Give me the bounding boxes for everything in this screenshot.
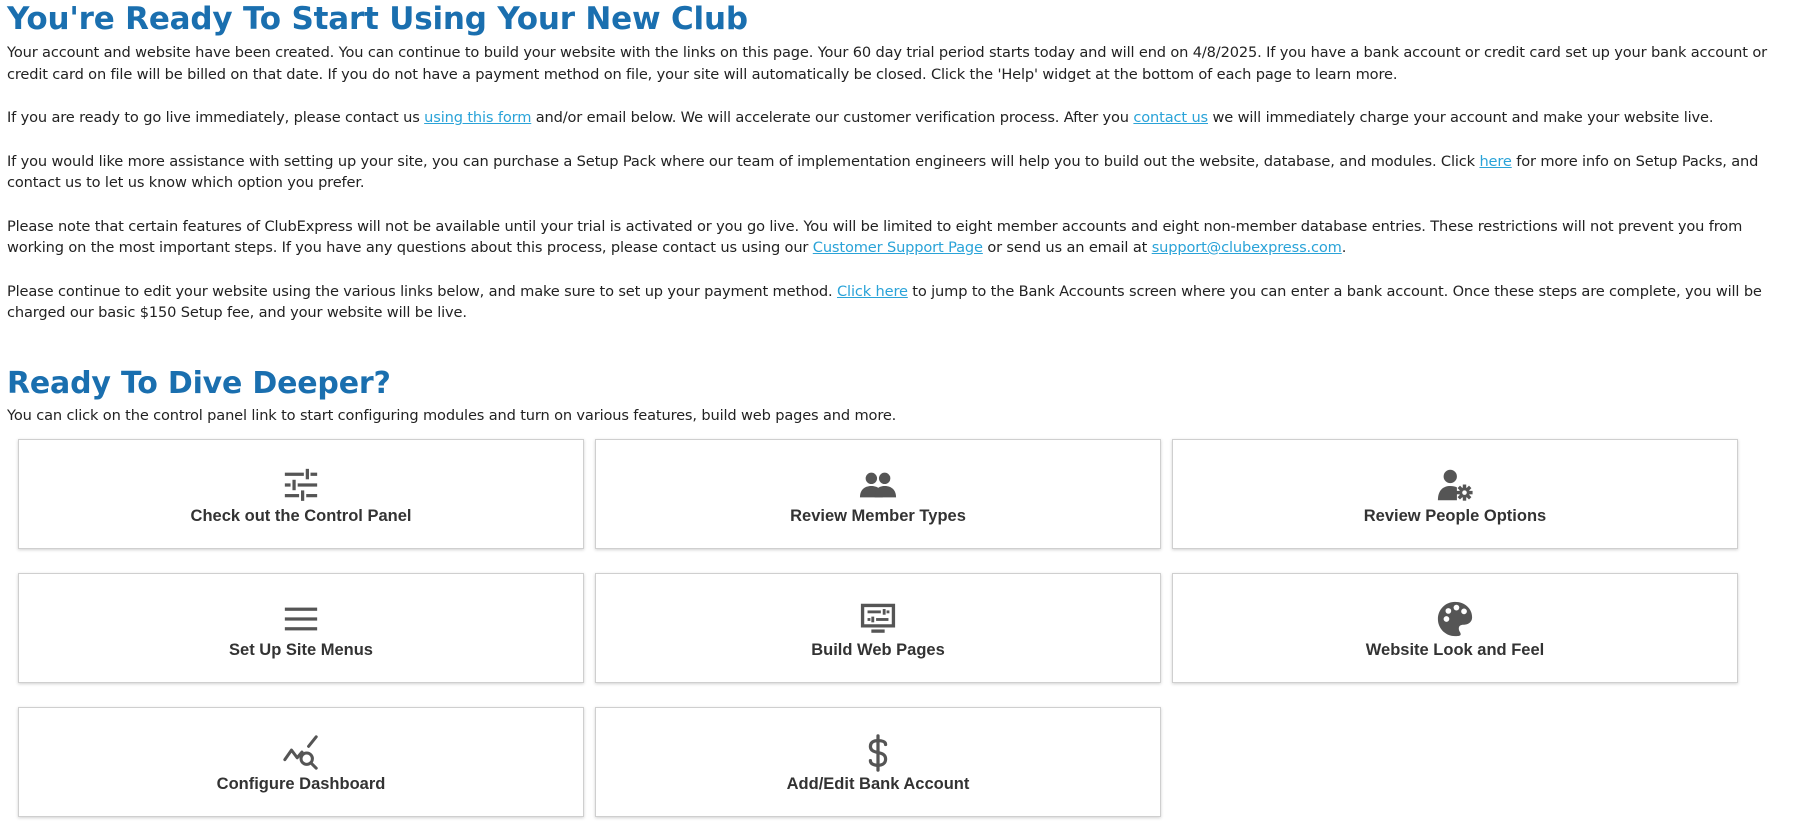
- customer-support-link[interactable]: Customer Support Page: [812, 239, 983, 256]
- contact-us-link[interactable]: contact us: [1133, 109, 1208, 126]
- card-label: Check out the Control Panel: [190, 507, 412, 525]
- web-pages-card[interactable]: [595, 573, 1161, 683]
- section-title: Ready To Dive Deeper?: [7, 365, 391, 401]
- payment-method-paragraph: Please continue to edit your website using the various links below, and make sure to set up your payment method. Click here to jump to the Bank Accounts screen where you can enter a bank account. Once these steps are complete, you will be charged our basic $150 Setup fee, and your website will be live.: [7, 282, 1762, 321]
- quick-links-grid: [18, 439, 1791, 817]
- bank-accounts-link[interactable]: Click here: [837, 282, 908, 300]
- menu-icon: [282, 600, 320, 638]
- card-label: Add/Edit Bank Account: [786, 775, 970, 793]
- site-menus-card[interactable]: [18, 573, 584, 683]
- palette-icon: [1436, 600, 1474, 638]
- page-title: You're Ready To Start Using Your New Club: [7, 1, 748, 37]
- users-icon: [859, 466, 897, 504]
- control-panel-card[interactable]: [18, 439, 584, 549]
- go-live-paragraph: If you are ready to go live immediately, please contact us using this form and/or email below. We will accelerate our customer verification process. After you contact us we will immediately charge your account and make your website live.: [7, 109, 1714, 126]
- setup-packs-link[interactable]: here: [1479, 152, 1512, 170]
- dollar-icon: [859, 734, 897, 772]
- look-and-feel-card[interactable]: [1172, 573, 1738, 683]
- monitor-icon: [859, 600, 897, 638]
- card-label: Set Up Site Menus: [229, 641, 373, 659]
- setup-pack-paragraph: If you would like more assistance with setting up your site, you can purchase a Setup Pack where our team of implementation engineers will help you to build out the website, database, and modules. Click here for more info on Setup Packs, and contact us to let us know which option you prefer.: [7, 152, 1759, 191]
- people-options-card[interactable]: [1172, 439, 1738, 549]
- bank-account-card[interactable]: [595, 707, 1161, 817]
- card-label: Review People Options: [1363, 507, 1547, 525]
- card-label: Website Look and Feel: [1365, 641, 1545, 659]
- sliders-icon: [282, 466, 320, 504]
- member-types-card[interactable]: [595, 439, 1161, 549]
- card-label: Review Member Types: [790, 507, 966, 525]
- using-this-form-link[interactable]: using this form: [424, 109, 532, 126]
- card-label: Configure Dashboard: [216, 775, 386, 793]
- dashboard-card[interactable]: [18, 707, 584, 817]
- card-label: Build Web Pages: [811, 641, 945, 659]
- intro-paragraph: Your account and website have been created. You can continue to build your website with the links on this page. Your 60 day trial period starts today and will end on 4/8/2025. If you have a bank account or credit card set up your bank account or credit card on file will be billed on that date. If you do not have a payment method on file, your site will automatically be closed. Click the 'Help' widget at the bottom of each page to learn more.: [7, 44, 1767, 83]
- section-intro: You can click on the control panel link to start configuring modules and turn on various features, build web pages and more.: [7, 406, 897, 424]
- support-email-link[interactable]: support@clubexpress.com: [1151, 239, 1342, 256]
- user-gear-icon: [1436, 466, 1474, 504]
- chart-search-icon: [282, 734, 320, 772]
- trial-limitations-paragraph: Please note that certain features of ClubExpress will not be available until your trial is activated or you go live. You will be limited to eight member accounts and eight non-member database entries. These restrictions will not prevent you from working on the most important steps. If you have any questions about this process, please contact us using our Customer Support Page or send us an email at support@clubexpress.com.: [7, 217, 1743, 256]
